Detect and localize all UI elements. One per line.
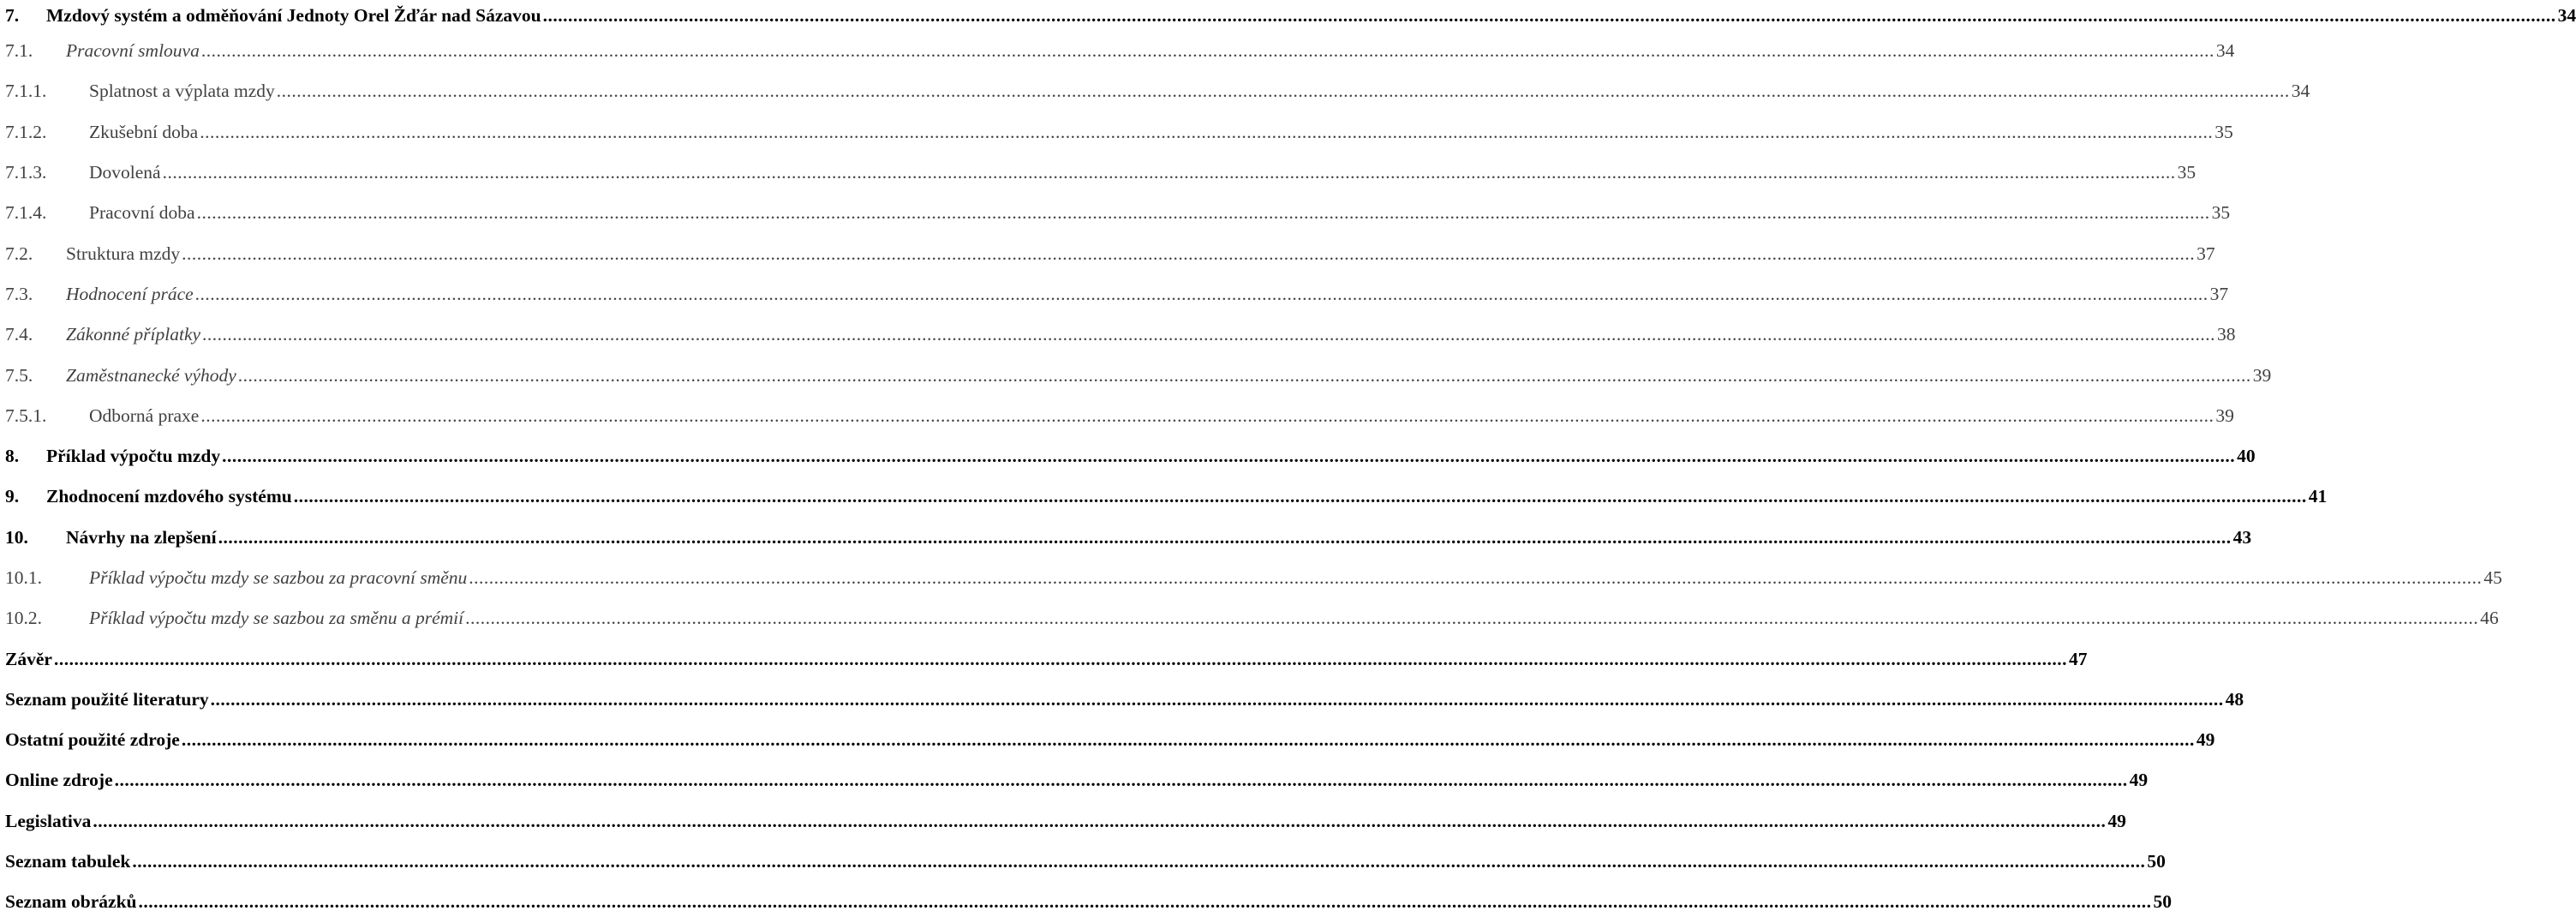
- toc-entry[interactable]: [5, 598, 2499, 638]
- toc-entry-number: 7.3.: [5, 283, 33, 304]
- toc-entry-page-number: 35: [2214, 121, 2233, 142]
- toc-entry[interactable]: [5, 0, 2576, 31]
- toc-entry-number: 9.: [5, 486, 20, 507]
- toc-entry-page-number: 41: [2308, 486, 2328, 507]
- toc-dot-leader: ................................................................................................................................................................................................................................................................................................................................................................................................................: [469, 567, 2483, 588]
- table-of-contents: [5, 0, 2576, 923]
- toc-dot-leader: ................................................................................................................................................................................................................................................................................................................................................................................................................: [132, 851, 2146, 872]
- toc-entry-title: Zákonné příplatky: [66, 324, 201, 345]
- toc-entry[interactable]: [5, 680, 2244, 720]
- toc-dot-leader: ................................................................................................................................................................................................................................................................................................................................................................................................................: [162, 162, 2176, 183]
- toc-entry[interactable]: [5, 71, 2310, 111]
- toc-entry[interactable]: [5, 801, 2126, 842]
- toc-dot-leader: ................................................................................................................................................................................................................................................................................................................................................................................................................: [465, 608, 2479, 629]
- toc-entry-title: Příklad výpočtu mzdy: [46, 446, 221, 467]
- toc-entry-number: 7.5.1.: [5, 405, 47, 426]
- toc-entry-title: Návrhy na zlepšení: [66, 526, 217, 548]
- toc-entry[interactable]: [5, 638, 2088, 679]
- toc-entry[interactable]: [5, 842, 2166, 882]
- toc-dot-leader: ................................................................................................................................................................................................................................................................................................................................................................................................................: [194, 283, 2208, 304]
- toc-entry[interactable]: [5, 112, 2233, 153]
- toc-entry-title: Seznam použité literatury: [5, 688, 209, 710]
- toc-entry-title: Seznam tabulek: [5, 851, 131, 872]
- toc-entry-page-number: 38: [2217, 324, 2236, 345]
- toc-entry-title: Legislativa: [5, 810, 92, 831]
- toc-entry[interactable]: [5, 31, 2235, 71]
- toc-entry-title: Zhodnocení mzdového systému: [46, 486, 292, 507]
- toc-entry-title: Příklad výpočtu mzdy se sazbou za směnu a prémií: [89, 608, 464, 629]
- toc-entry-title: Ostatní použité zdroje: [5, 729, 180, 751]
- toc-entry-page-number: 43: [2232, 526, 2252, 548]
- toc-entry-title: Splatnost a výplata mzdy: [89, 81, 275, 102]
- toc-dot-leader: ................................................................................................................................................................................................................................................................................................................................................................................................................: [210, 688, 2224, 710]
- toc-entry-title: Zkušební doba: [89, 121, 199, 142]
- toc-entry-number: 7.1.1.: [5, 81, 47, 102]
- toc-entry-page-number: 34: [2557, 4, 2576, 26]
- toc-dot-leader: ................................................................................................................................................................................................................................................................................................................................................................................................................: [114, 770, 2128, 791]
- toc-entry[interactable]: [5, 558, 2502, 598]
- toc-entry[interactable]: [5, 882, 2172, 922]
- toc-entry-page-number: 40: [2237, 446, 2256, 467]
- toc-dot-leader: ................................................................................................................................................................................................................................................................................................................................................................................................................: [276, 81, 2290, 102]
- toc-dot-leader: ................................................................................................................................................................................................................................................................................................................................................................................................................: [196, 202, 2210, 224]
- toc-entry-title: Hodnocení práce: [66, 283, 194, 304]
- toc-entry-page-number: 35: [2211, 202, 2231, 224]
- toc-entry-number: 10.2.: [5, 608, 42, 629]
- toc-entry-page-number: 39: [2252, 364, 2272, 386]
- toc-entry-page-number: 49: [2129, 770, 2149, 791]
- toc-dot-leader: ................................................................................................................................................................................................................................................................................................................................................................................................................: [542, 4, 2556, 26]
- toc-dot-leader: ................................................................................................................................................................................................................................................................................................................................................................................................................: [200, 405, 2214, 426]
- toc-entry-page-number: 50: [2147, 851, 2166, 872]
- toc-entry-title: Online zdroje: [5, 770, 113, 791]
- toc-dot-leader: ................................................................................................................................................................................................................................................................................................................................................................................................................: [293, 486, 2307, 507]
- toc-entry[interactable]: [5, 760, 2149, 800]
- toc-entry-number: 7.1.3.: [5, 162, 47, 183]
- toc-entry-page-number: 35: [2177, 162, 2196, 183]
- toc-entry-title: Příklad výpočtu mzdy se sazbou za pracovní směnu: [89, 567, 468, 588]
- toc-entry-page-number: 45: [2483, 567, 2502, 588]
- toc-entry-title: Mzdový systém a odměňování Jednoty Orel Žďár nad Sázavou: [46, 4, 541, 26]
- toc-entry[interactable]: [5, 396, 2234, 436]
- toc-entry-title: Seznam obrázků: [5, 891, 137, 913]
- toc-entry-number: 7.5.: [5, 364, 33, 386]
- toc-entry-number: 10.1.: [5, 567, 42, 588]
- toc-entry[interactable]: [5, 355, 2272, 395]
- toc-dot-leader: ................................................................................................................................................................................................................................................................................................................................................................................................................: [200, 121, 2214, 142]
- toc-entry-title: Struktura mzdy: [66, 243, 181, 264]
- toc-dot-leader: ................................................................................................................................................................................................................................................................................................................................................................................................................: [181, 729, 2195, 751]
- toc-entry-number: 7.1.: [5, 40, 33, 62]
- toc-entry-page-number: 47: [2068, 648, 2088, 669]
- toc-entry[interactable]: [5, 476, 2328, 517]
- toc-entry-page-number: 49: [2107, 810, 2126, 831]
- toc-entry-page-number: 34: [2215, 40, 2235, 62]
- toc-entry-page-number: 34: [2291, 81, 2310, 102]
- toc-entry-number: 7.: [5, 4, 20, 26]
- toc-entry[interactable]: [5, 193, 2231, 233]
- toc-entry-number: 7.4.: [5, 324, 33, 345]
- toc-dot-leader: ................................................................................................................................................................................................................................................................................................................................................................................................................: [218, 526, 2232, 548]
- toc-entry-title: Zaměstnanecké výhody: [66, 364, 236, 386]
- toc-entry-title: Pracovní smlouva: [66, 40, 200, 62]
- toc-entry-number: 10.: [5, 526, 28, 548]
- toc-entry-title: Dovolená: [89, 162, 161, 183]
- toc-entry-title: Odborná praxe: [89, 405, 200, 426]
- toc-dot-leader: ................................................................................................................................................................................................................................................................................................................................................................................................................: [222, 446, 2236, 467]
- toc-entry-page-number: 46: [2480, 608, 2499, 629]
- toc-dot-leader: ................................................................................................................................................................................................................................................................................................................................................................................................................: [202, 324, 2216, 345]
- toc-entry-page-number: 37: [2196, 243, 2215, 264]
- toc-entry-number: 7.1.2.: [5, 121, 47, 142]
- toc-entry[interactable]: [5, 315, 2236, 355]
- toc-entry-page-number: 49: [2196, 729, 2215, 751]
- toc-entry-number: 7.2.: [5, 243, 33, 264]
- toc-dot-leader: ................................................................................................................................................................................................................................................................................................................................................................................................................: [138, 891, 2152, 913]
- toc-entry-number: 8.: [5, 446, 20, 467]
- toc-entry-title: Závěr: [5, 648, 52, 669]
- toc-entry-page-number: 39: [2215, 405, 2234, 426]
- toc-entry[interactable]: [5, 274, 2229, 315]
- toc-entry-number: 7.1.4.: [5, 202, 47, 224]
- toc-entry[interactable]: [5, 153, 2196, 193]
- toc-entry-page-number: 48: [2225, 688, 2244, 710]
- toc-entry-title: Pracovní doba: [89, 202, 195, 224]
- toc-dot-leader: ................................................................................................................................................................................................................................................................................................................................................................................................................: [237, 364, 2251, 386]
- toc-dot-leader: ................................................................................................................................................................................................................................................................................................................................................................................................................: [182, 243, 2196, 264]
- toc-dot-leader: ................................................................................................................................................................................................................................................................................................................................................................................................................: [53, 648, 2067, 669]
- toc-dot-leader: ................................................................................................................................................................................................................................................................................................................................................................................................................: [93, 810, 2107, 831]
- toc-entry[interactable]: [5, 436, 2256, 476]
- toc-entry-page-number: 37: [2209, 283, 2229, 304]
- toc-entry[interactable]: [5, 518, 2252, 558]
- toc-entry[interactable]: [5, 720, 2215, 760]
- toc-dot-leader: ................................................................................................................................................................................................................................................................................................................................................................................................................: [200, 40, 2214, 62]
- toc-entry[interactable]: [5, 233, 2215, 273]
- toc-entry-page-number: 50: [2153, 891, 2172, 913]
